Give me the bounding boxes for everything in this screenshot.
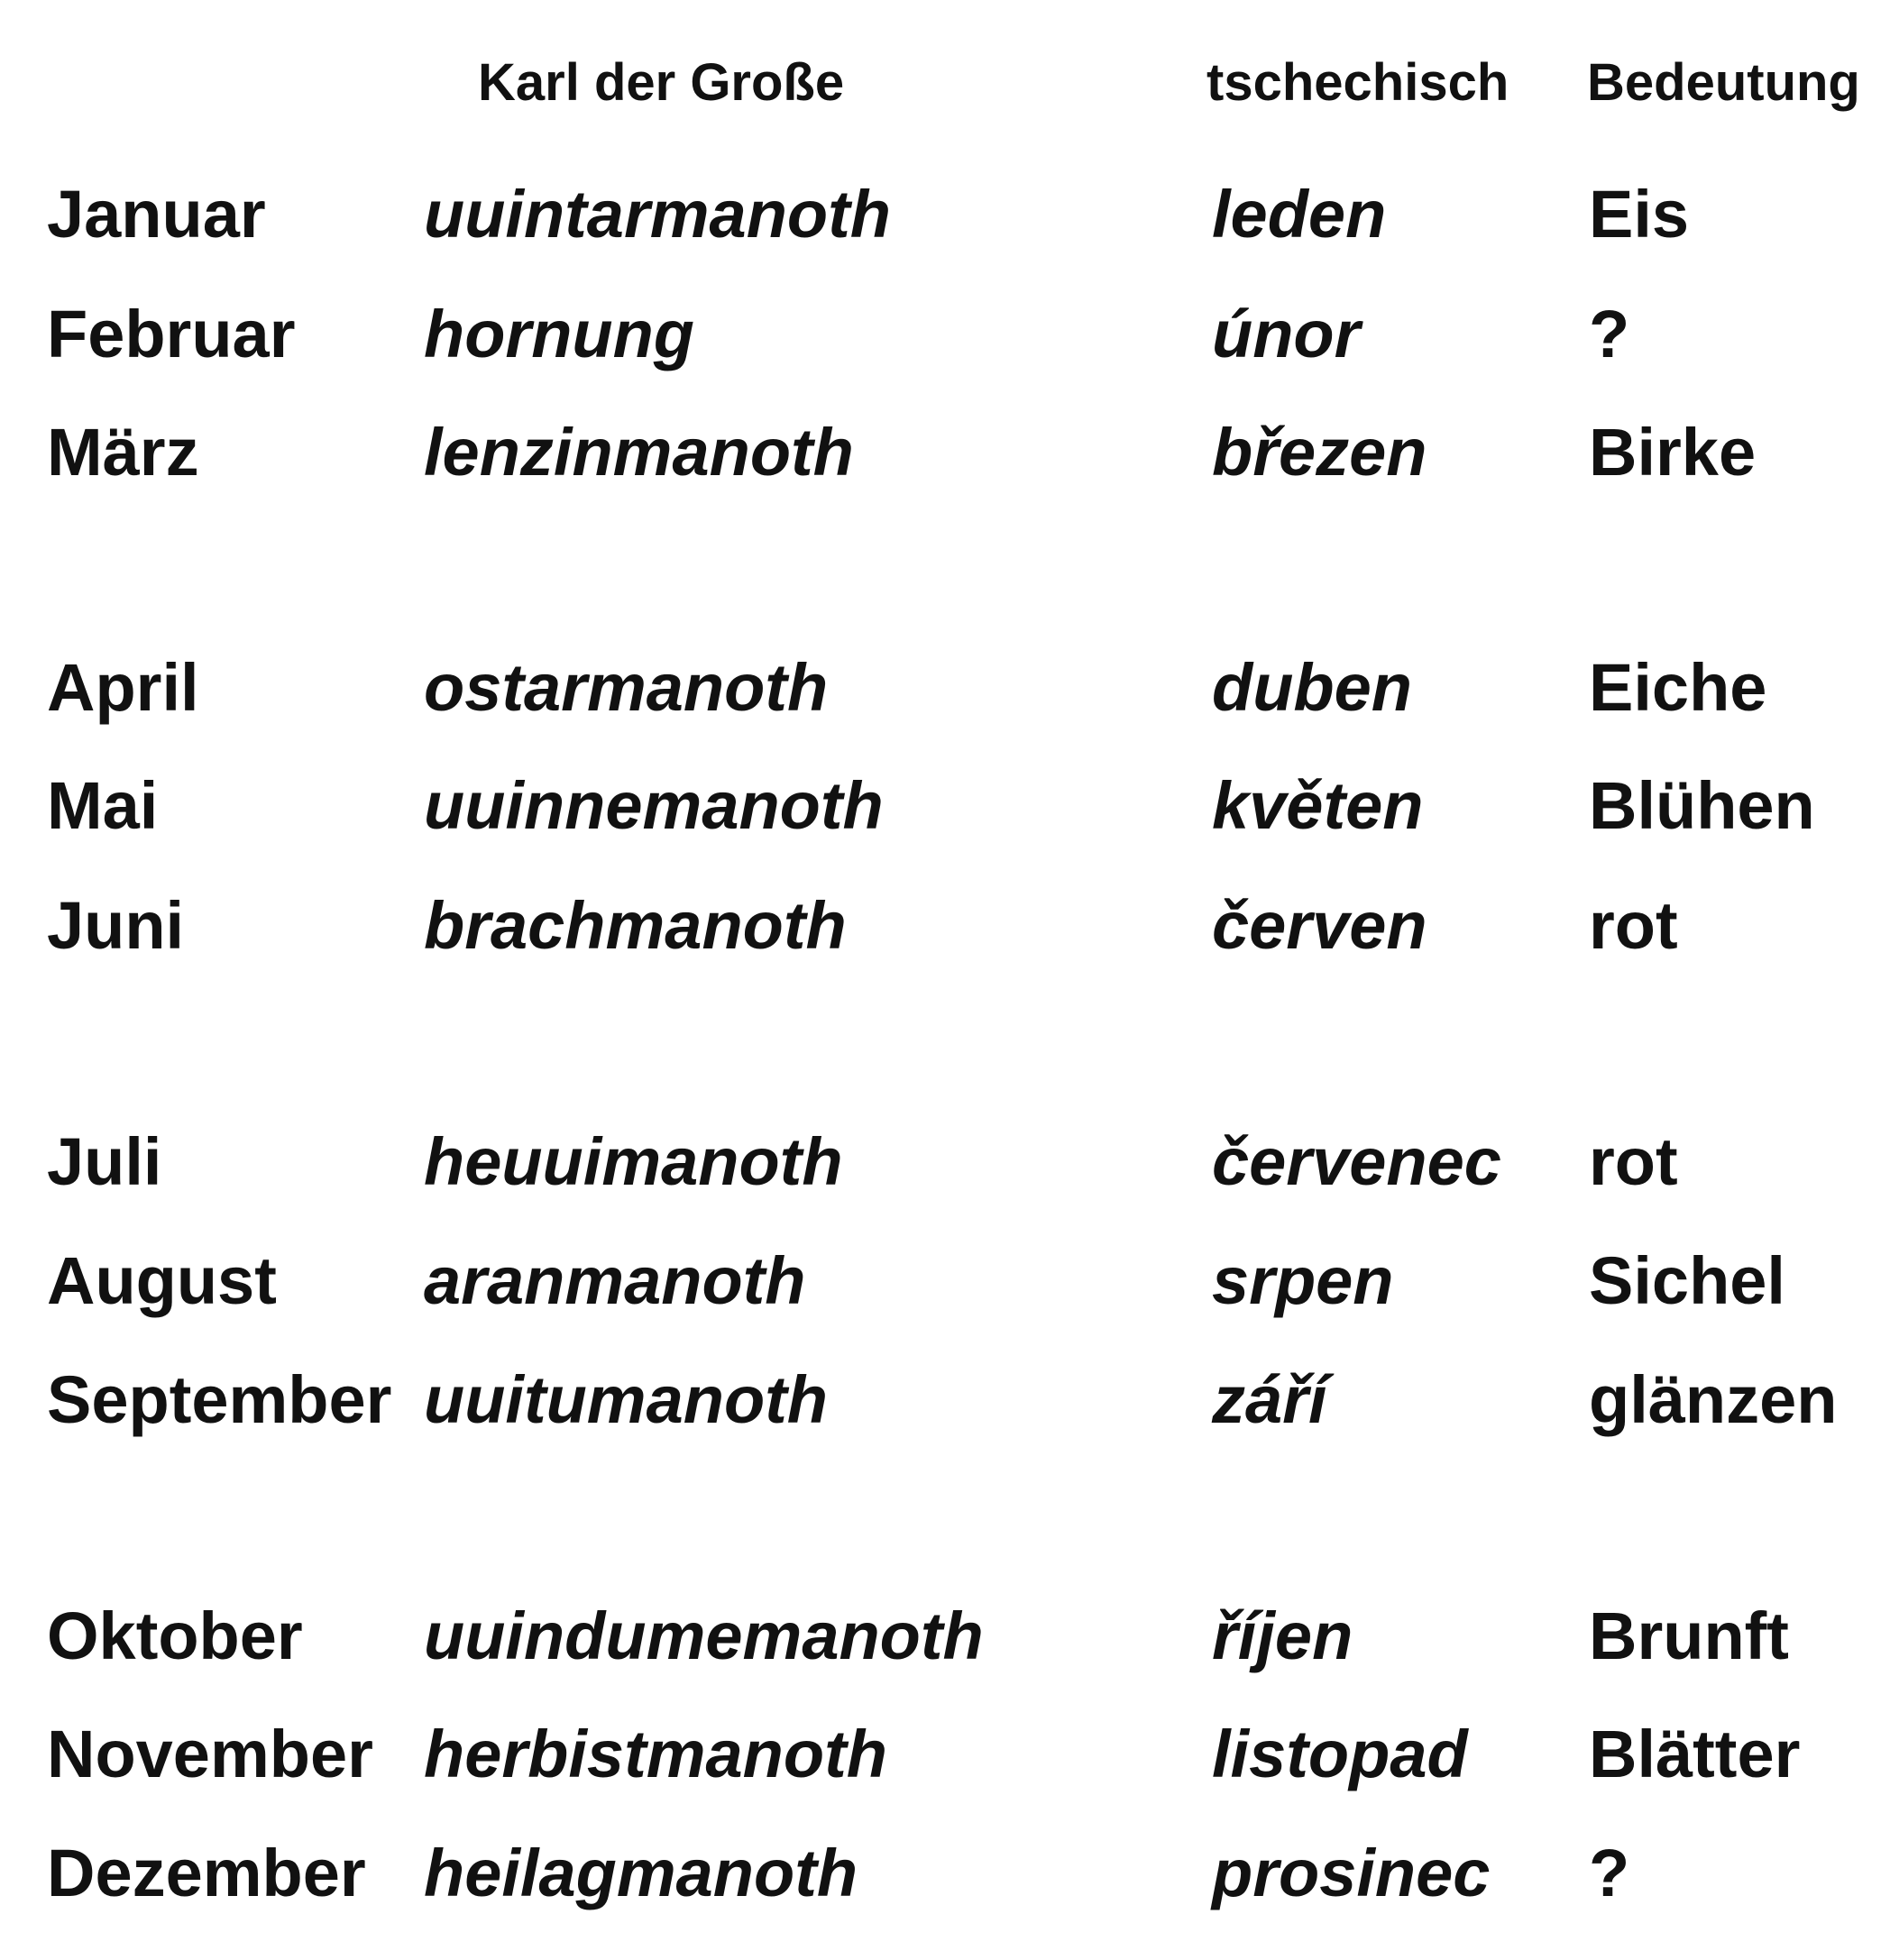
czech-name: září xyxy=(1212,1362,1327,1437)
month-name: September xyxy=(47,1362,392,1437)
czech-name: prosinec xyxy=(1212,1836,1491,1910)
czech-name: červenec xyxy=(1212,1124,1501,1199)
header-karl-der-grosse: Karl der Große xyxy=(478,53,845,112)
month-name: August xyxy=(47,1243,277,1318)
karl-name: hornung xyxy=(424,297,695,371)
karl-name: lenzinmanoth xyxy=(424,415,854,490)
czech-name: březen xyxy=(1212,415,1427,490)
month-name: Juli xyxy=(47,1124,162,1199)
czech-name: červen xyxy=(1212,888,1427,963)
czech-name: duben xyxy=(1212,650,1412,725)
month-name: November xyxy=(47,1717,373,1791)
karl-name: heuuimanoth xyxy=(424,1124,843,1199)
month-name: Februar xyxy=(47,297,296,371)
czech-name: květen xyxy=(1212,768,1424,843)
karl-name: aranmanoth xyxy=(424,1243,806,1318)
header-tschechisch: tschechisch xyxy=(1206,53,1509,112)
karl-name: uuinnemanoth xyxy=(424,768,884,843)
czech-name: únor xyxy=(1212,297,1361,371)
meaning: Eis xyxy=(1589,177,1690,252)
month-name: April xyxy=(47,650,199,725)
meaning: Blätter xyxy=(1589,1717,1801,1791)
month-name: Oktober xyxy=(47,1598,303,1673)
karl-name: uuintarmanoth xyxy=(424,177,891,252)
karl-name: uuitumanoth xyxy=(424,1362,829,1437)
meaning: Blühen xyxy=(1589,768,1815,843)
karl-name: herbistmanoth xyxy=(424,1717,887,1791)
meaning: Birke xyxy=(1589,415,1757,490)
czech-name: říjen xyxy=(1212,1598,1353,1673)
month-name: Dezember xyxy=(47,1836,366,1910)
meaning: Sichel xyxy=(1589,1243,1785,1318)
karl-name: ostarmanoth xyxy=(424,650,829,725)
karl-name: uuindumemanoth xyxy=(424,1598,984,1673)
month-name: März xyxy=(47,415,199,490)
czech-name: listopad xyxy=(1212,1717,1468,1791)
header-bedeutung: Bedeutung xyxy=(1587,53,1860,112)
meaning: glänzen xyxy=(1589,1362,1838,1437)
meaning: Brunft xyxy=(1589,1598,1789,1673)
karl-name: heilagmanoth xyxy=(424,1836,858,1910)
meaning: ? xyxy=(1589,1836,1630,1910)
meaning: rot xyxy=(1589,1124,1678,1199)
czech-name: leden xyxy=(1212,177,1387,252)
czech-name: srpen xyxy=(1212,1243,1394,1318)
meaning: rot xyxy=(1589,888,1678,963)
karl-name: brachmanoth xyxy=(424,888,847,963)
meaning: ? xyxy=(1589,297,1630,371)
month-name: Juni xyxy=(47,888,185,963)
month-name: Mai xyxy=(47,768,159,843)
meaning: Eiche xyxy=(1589,650,1767,725)
month-name: Januar xyxy=(47,177,266,252)
